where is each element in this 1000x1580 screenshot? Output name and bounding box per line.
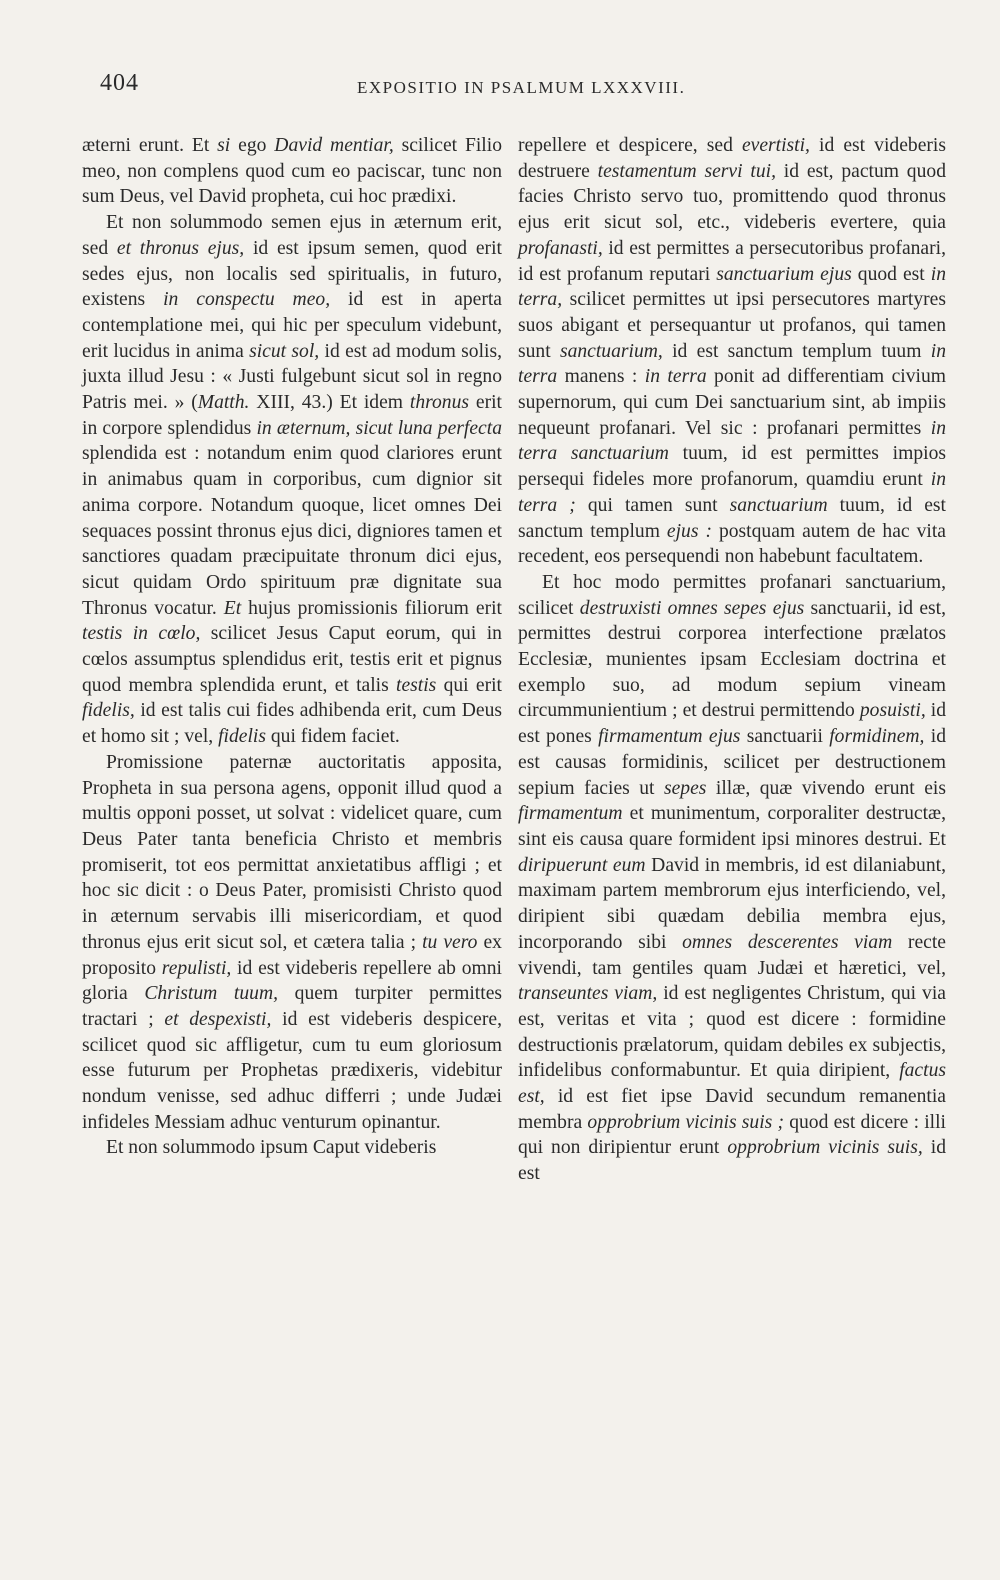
text-run: splendida est : notandum enim quod clariores erunt in animabus quam in corporibus, cum dignior sit anima corpore. Notandum quoque, licet omnes Dei sequaces possint thronus ejus dici, digniores tamen et sanctiores quadam præcipuitate thronum dici ejus, sicut quidam Ordo spirituum præ dignitate sua Thronus vocatur.: [82, 443, 502, 619]
text-run: id est videberis destruere: [518, 135, 946, 182]
text-run: repellere et despicere, sed: [518, 135, 742, 156]
italic-text: et thronus ejus,: [116, 237, 245, 259]
text-run: id est videberis despicere, scilicet quod sic affligetur, cum tu eum gloriosum esse futurum per Prophetas prædixeris, videbitur nondum venisse, sed adhuc differri ; unde Judæi infideles Messiam adhuc venturum opinantur.: [82, 1008, 503, 1133]
text-run: recte vivendi, tam gentiles quam Judæi et hæretici, vel,: [518, 931, 946, 979]
italic-text: in terra: [644, 366, 707, 388]
text-run: ponit ad differentiam civium supernorum, qui cum Dei sanctuarium sint, ab impiis nequeunt profanari. Vel sic : profanari permittes: [518, 366, 946, 439]
italic-text: profanasti,: [518, 237, 603, 259]
text-run: Et hoc modo permittes profanari sanctuarium, scilicet: [518, 571, 946, 619]
text-run: tuum, id est permittes impios persequi fideles more profanorum, quamdiu erunt: [518, 443, 946, 491]
italic-text: destruxisti omnes sepes ejus: [579, 597, 805, 619]
paragraph: [82, 210, 502, 750]
text-run: id est, pactum quod facies Christo servo tuo, promittendo quod thronus ejus erit sicut sol, etc., videberis evertere, quia: [518, 160, 946, 234]
text-run: sanctuarii: [740, 726, 830, 748]
italic-text: thronus: [409, 392, 470, 414]
italic-text: sanctuarium: [729, 494, 828, 516]
italic-text: Et: [223, 597, 242, 619]
text-run: quod est: [851, 263, 931, 285]
text-run: scilicet permittes ut ipsi persecutores martyres suos abigant et persequantur ut profanos, qui tamen sunt: [518, 289, 946, 362]
paragraph: [518, 133, 946, 570]
text-run: id est ipsum semen, quod erit sedes ejus, non localis sed spiritualis, in futuro, existens: [82, 237, 502, 311]
page-header: [95, 70, 930, 110]
text-run: manens :: [557, 366, 645, 388]
text-run: qui tamen sunt: [575, 494, 730, 516]
text-run: id est talis cui fides adhibenda erit, cum Deus et homo sit ; vel,: [82, 700, 502, 748]
text-run: postquam autem de hac vita recedent, eos persequendi non habebunt facultatem.: [518, 520, 946, 568]
text-run: ego: [230, 135, 275, 156]
page-number: 404: [100, 70, 139, 96]
italic-text: sepes: [663, 777, 707, 799]
italic-text: formidinem,: [829, 726, 925, 748]
italic-text: ejus :: [666, 520, 712, 542]
italic-text: et despexisti,: [164, 1008, 272, 1030]
italic-text: tu vero: [422, 931, 478, 953]
paragraph: [82, 133, 502, 210]
text-run: id est causas formidinis, scilicet per destructionem sepium facies ut: [518, 726, 946, 799]
italic-text: David mentiar,: [274, 135, 394, 156]
text-run: Et non solummodo ipsum Caput videberis: [106, 1137, 437, 1159]
text-run: David in membris, id est dilaniabunt, maximam partem membrorum ejus interficiendo, vel, diripient sibi quædam debilia membra ejus, incorporando sibi: [518, 854, 946, 953]
italic-text: firmamentum ejus: [598, 726, 741, 748]
italic-text: diripuerunt eum: [518, 854, 646, 876]
paragraph: [82, 750, 502, 1136]
text-run: id est negligentes Christum, qui via est, veritas et vita ; quod est dicere : formidine destructionis prælatorum, quidam debiles ex subjectis, infidelibus conformabuntur. Et quia diripient,: [518, 983, 946, 1082]
running-title: EXPOSITIO IN PSALMUM LXXXVIII.: [357, 78, 686, 97]
text-run: et munimentum, corporaliter destructæ, sint eis causa quare formident ipsi minores destrui. Et: [518, 803, 946, 850]
italic-text: sanctuarium,: [559, 340, 663, 362]
text-run: id est: [518, 1137, 947, 1185]
text-run: sanctuarii, id est, permittes destrui corporea interfectione prælatos Ecclesiæ, munientes ipsam Ecclesiam doctrina et exemplo suo, ad modum sepium vineam circummunientium ; et destrui permittendo: [518, 597, 947, 722]
italic-text: posuisti,: [859, 700, 926, 722]
text-run: id est sanctum templum tuum: [662, 340, 931, 362]
italic-text: in terra,: [518, 263, 947, 311]
text-run: scilicet Filio meo, non complens quod cum eo paciscar, tunc non sum Deus, vel David propheta, cui hoc prædixi.: [82, 135, 502, 208]
text-run: quod est dicere : illi qui non diripientur erunt: [518, 1111, 946, 1159]
italic-text: factus est,: [518, 1060, 946, 1108]
italic-text: in æternum, sicut luna perfecta: [256, 417, 502, 439]
italic-text: in terra ;: [518, 469, 946, 516]
text-run: erit in corpore splendidus: [82, 392, 502, 439]
text-run: illæ, quæ vivendo erunt eis: [706, 777, 946, 799]
text-run: scilicet Jesus Caput eorum, qui in cœlos assumptus splendidus erit, testis erit et pignus quod membra splendida erunt, et talis: [82, 623, 502, 696]
paragraph: [518, 570, 946, 1187]
text-run: id est in aperta contemplatione mei, qui hic per speculum videbunt, erit lucidus in anima: [82, 289, 502, 362]
left-column: [82, 133, 502, 1161]
text-run: æterni erunt. Et: [82, 135, 218, 156]
text-run: id est permittes a persecutoribus profanari, id est profanum reputari: [518, 237, 946, 285]
italic-text: in terra sanctuarium: [518, 417, 946, 465]
text-run: qui fidem faciet.: [265, 726, 400, 748]
text-run: quem turpiter permittes tractari ;: [82, 983, 503, 1030]
italic-text: testis: [396, 674, 437, 696]
italic-text: fidelis: [218, 726, 266, 748]
italic-text: in conspectu meo,: [163, 289, 331, 311]
text-run: Promissione paternæ auctoritatis apposita, Propheta in sua persona agens, opponit illud quod a multis opponi posset, ut solvat : videlicet quare, cum Deus Pater tanta beneficia Christo et membris promiserit, tot eos permittat anxietatibus affligi ; et hoc sic dicit : o Deus Pater, promisisti Christo quod in æternum servabis illi misericordiam, et quod thronus ejus erit sicut sol, et cætera talia ;: [82, 751, 502, 953]
paragraph: [82, 1135, 502, 1161]
right-column: [518, 133, 946, 1187]
italic-text: evertisti,: [741, 135, 810, 156]
italic-text: in terra: [518, 340, 946, 388]
italic-text: opprobrium vicinis suis,: [727, 1137, 923, 1159]
italic-text: repulisti,: [161, 957, 232, 979]
italic-text: testis in cœlo,: [82, 623, 201, 645]
italic-text: fidelis,: [82, 700, 135, 722]
text-run: XIII, 43.) Et idem: [249, 392, 410, 414]
text-run: ex proposito: [82, 931, 502, 979]
text-run: id est videberis repellere ab omni gloria: [82, 957, 503, 1005]
italic-text: sanctuarium ejus: [716, 263, 852, 285]
text-run: id est pones: [518, 700, 946, 748]
italic-text: omnes descerentes viam: [682, 931, 893, 953]
text-run: id est fiet ipse David secundum remanentia membra: [518, 1086, 946, 1133]
text-run: id est ad modum solis, juxta illud Jesu : « Justi fulgebunt sicut sol in regno Patris mei. » (: [82, 340, 503, 414]
italic-text: testamentum servi tui,: [597, 160, 776, 182]
italic-text: transeuntes viam,: [518, 983, 658, 1005]
italic-text: firmamentum: [518, 803, 623, 825]
italic-text: opprobrium vicinis suis ;: [587, 1111, 785, 1133]
text-run: tuum, id est sanctum templum: [518, 494, 946, 542]
text-run: hujus promissionis filiorum erit: [241, 597, 502, 619]
italic-text: si: [217, 135, 231, 156]
italic-text: Matth.: [197, 392, 250, 414]
text-run: Et non solummodo semen ejus in æternum erit, sed: [82, 212, 502, 259]
text-run: qui erit: [436, 674, 502, 696]
italic-text: sicut sol,: [249, 340, 320, 362]
italic-text: Christum tuum,: [144, 983, 279, 1005]
